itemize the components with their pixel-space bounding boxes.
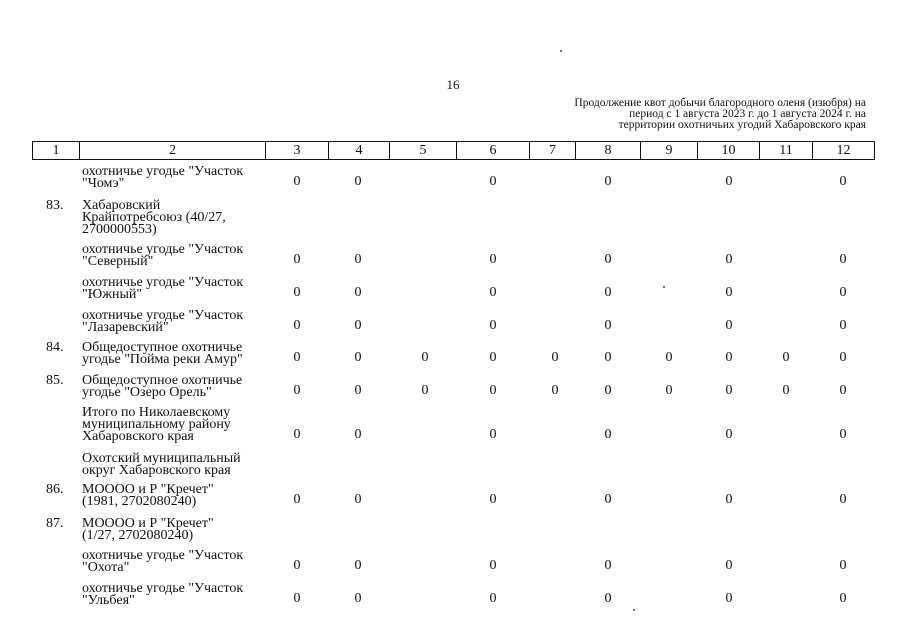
- row-name-line: "Чомэ": [82, 176, 125, 191]
- quota-value-c6: 0: [489, 558, 497, 573]
- quota-value-c6: 0: [489, 252, 497, 267]
- row-name-line: "Южный": [82, 287, 143, 302]
- row-name-line: округ Хабаровского края: [82, 463, 231, 478]
- column-header-10: 10: [698, 142, 760, 160]
- column-header-11: 11: [760, 142, 813, 160]
- quota-value-c11: 0: [782, 383, 790, 398]
- quota-value-c11: 0: [782, 350, 790, 365]
- row-name: [82, 375, 272, 399]
- quota-value-c5: 0: [421, 383, 429, 398]
- quota-value-c4: 0: [354, 591, 362, 606]
- column-header-3: 3: [266, 142, 329, 160]
- quota-value-c7: 0: [551, 350, 559, 365]
- quota-value-c3: 0: [293, 492, 301, 507]
- quota-value-c4: 0: [354, 383, 362, 398]
- quota-value-c4: 0: [354, 492, 362, 507]
- caption-line-1: Продолжение квот добычи благородного оленя (изюбря) на: [574, 97, 866, 109]
- quota-value-c6: 0: [489, 174, 497, 189]
- row-name-line: (1981, 2702080240): [82, 494, 197, 509]
- row-name: [82, 342, 272, 366]
- row-name: [82, 583, 272, 607]
- quota-value-c10: 0: [725, 318, 733, 333]
- quota-value-c8: 0: [604, 252, 612, 267]
- row-name-line: Крайпотребсоюз (40/27,: [82, 210, 226, 225]
- quota-value-c3: 0: [293, 558, 301, 573]
- quota-value-c6: 0: [489, 427, 497, 442]
- quota-value-c4: 0: [354, 174, 362, 189]
- page-number: 16: [446, 77, 460, 92]
- row-name: [82, 310, 272, 334]
- row-name: [82, 244, 272, 268]
- row-name-line: Итого по Николаевскому: [82, 405, 231, 420]
- quota-value-c4: 0: [354, 318, 362, 333]
- quota-value-c10: 0: [725, 591, 733, 606]
- quota-value-c12: 0: [839, 383, 847, 398]
- quota-value-c3: 0: [293, 318, 301, 333]
- quota-value-c8: 0: [604, 383, 612, 398]
- quota-value-c6: 0: [489, 591, 497, 606]
- row-name-line: (1/27, 2702080240): [82, 528, 194, 543]
- row-name-line: муниципальному району: [82, 417, 231, 432]
- row-name-line: Общедоступное охотничье: [82, 340, 243, 355]
- row-name: [82, 166, 272, 190]
- quota-value-c10: 0: [725, 492, 733, 507]
- quota-value-c6: 0: [489, 383, 497, 398]
- quota-value-c4: 0: [354, 285, 362, 300]
- quota-value-c3: 0: [293, 350, 301, 365]
- caption-line-2: период с 1 августа 2023 г. до 1 августа 2024 г. на: [629, 108, 866, 120]
- quota-value-c10: 0: [725, 285, 733, 300]
- quota-value-c12: 0: [839, 350, 847, 365]
- row-name-line: охотничье угодье "Участок: [82, 275, 244, 290]
- quota-value-c3: 0: [293, 174, 301, 189]
- quota-value-c4: 0: [354, 427, 362, 442]
- row-name: [82, 277, 272, 301]
- quota-value-c12: 0: [839, 318, 847, 333]
- quota-value-c12: 0: [839, 174, 847, 189]
- row-number: 87.: [46, 516, 64, 531]
- column-header-9: 9: [641, 142, 698, 160]
- row-number: 83.: [46, 198, 64, 213]
- column-header-6: 6: [457, 142, 530, 160]
- row-name-line: охотничье угодье "Участок: [82, 548, 244, 563]
- quota-value-c12: 0: [839, 285, 847, 300]
- column-header-4: 4: [329, 142, 390, 160]
- row-name-line: "Охота": [82, 560, 130, 575]
- row-name-line: МОООО и Р "Кречет": [82, 516, 214, 531]
- row-name-line: охотничье угодье "Участок: [82, 308, 244, 323]
- quota-value-c6: 0: [489, 285, 497, 300]
- quota-value-c8: 0: [604, 558, 612, 573]
- quota-value-c8: 0: [604, 492, 612, 507]
- quota-value-c3: 0: [293, 591, 301, 606]
- row-name: [82, 453, 272, 477]
- row-name-line: "Ульбея": [82, 593, 135, 608]
- row-name: [82, 518, 272, 542]
- quota-value-c6: 0: [489, 318, 497, 333]
- row-name-line: охотничье угодье "Участок: [82, 242, 244, 257]
- quota-value-c3: 0: [293, 285, 301, 300]
- column-header-8: 8: [576, 142, 641, 160]
- quota-value-c10: 0: [725, 174, 733, 189]
- row-name-line: Охотский муниципальный: [82, 451, 241, 466]
- quota-value-c4: 0: [354, 252, 362, 267]
- caption-line-3: территории охотничьих угодий Хабаровского края: [618, 119, 866, 131]
- row-name: [82, 200, 272, 236]
- quota-value-c12: 0: [839, 591, 847, 606]
- scan-speck: [633, 609, 635, 611]
- quota-value-c12: 0: [839, 252, 847, 267]
- quota-value-c4: 0: [354, 350, 362, 365]
- row-name-line: охотничье угодье "Участок: [82, 164, 244, 179]
- quota-value-c8: 0: [604, 318, 612, 333]
- row-name: [82, 550, 272, 574]
- row-name-line: Хабаровского края: [82, 429, 194, 444]
- quota-value-c7: 0: [551, 383, 559, 398]
- row-name-line: Хабаровский: [82, 198, 161, 213]
- quota-value-c3: 0: [293, 252, 301, 267]
- row-name: [82, 407, 272, 443]
- row-name-line: угодье "Озеро Орель": [82, 385, 212, 400]
- row-number: 85.: [46, 373, 64, 388]
- quota-value-c6: 0: [489, 492, 497, 507]
- quota-value-c8: 0: [604, 174, 612, 189]
- quota-value-c12: 0: [839, 492, 847, 507]
- quota-value-c10: 0: [725, 383, 733, 398]
- column-header-5: 5: [390, 142, 457, 160]
- quota-value-c8: 0: [604, 591, 612, 606]
- row-name: [82, 484, 272, 508]
- row-name-line: МОООО и Р "Кречет": [82, 482, 214, 497]
- quota-value-c9: 0: [665, 350, 673, 365]
- quota-value-c10: 0: [725, 350, 733, 365]
- quota-value-c8: 0: [604, 285, 612, 300]
- quota-value-c10: 0: [725, 252, 733, 267]
- quota-value-c6: 0: [489, 350, 497, 365]
- quota-value-c8: 0: [604, 427, 612, 442]
- quota-value-c10: 0: [725, 558, 733, 573]
- column-header-1: 1: [33, 142, 80, 160]
- quota-value-c12: 0: [839, 558, 847, 573]
- table-caption: [520, 98, 866, 131]
- row-name-line: Общедоступное охотничье: [82, 373, 243, 388]
- row-number: 84.: [46, 340, 64, 355]
- row-number: 86.: [46, 482, 64, 497]
- row-name-line: "Северный": [82, 254, 154, 269]
- quota-value-c9: 0: [665, 383, 673, 398]
- quota-value-c10: 0: [725, 427, 733, 442]
- quota-value-c5: 0: [421, 350, 429, 365]
- row-name-line: охотничье угодье "Участок: [82, 581, 244, 596]
- quota-value-c4: 0: [354, 558, 362, 573]
- column-number-header: [32, 141, 875, 160]
- row-name-line: 2700000553): [82, 222, 157, 237]
- quota-value-c12: 0: [839, 427, 847, 442]
- column-header-7: 7: [530, 142, 576, 160]
- scan-speck: [663, 286, 665, 288]
- column-header-12: 12: [813, 142, 875, 160]
- quota-value-c3: 0: [293, 383, 301, 398]
- column-header-2: 2: [80, 142, 266, 160]
- quota-value-c3: 0: [293, 427, 301, 442]
- row-name-line: "Лазаревский": [82, 320, 169, 335]
- row-name-line: угодье "Пойма реки Амур": [82, 352, 243, 367]
- quota-value-c8: 0: [604, 350, 612, 365]
- scan-speck: [560, 50, 562, 52]
